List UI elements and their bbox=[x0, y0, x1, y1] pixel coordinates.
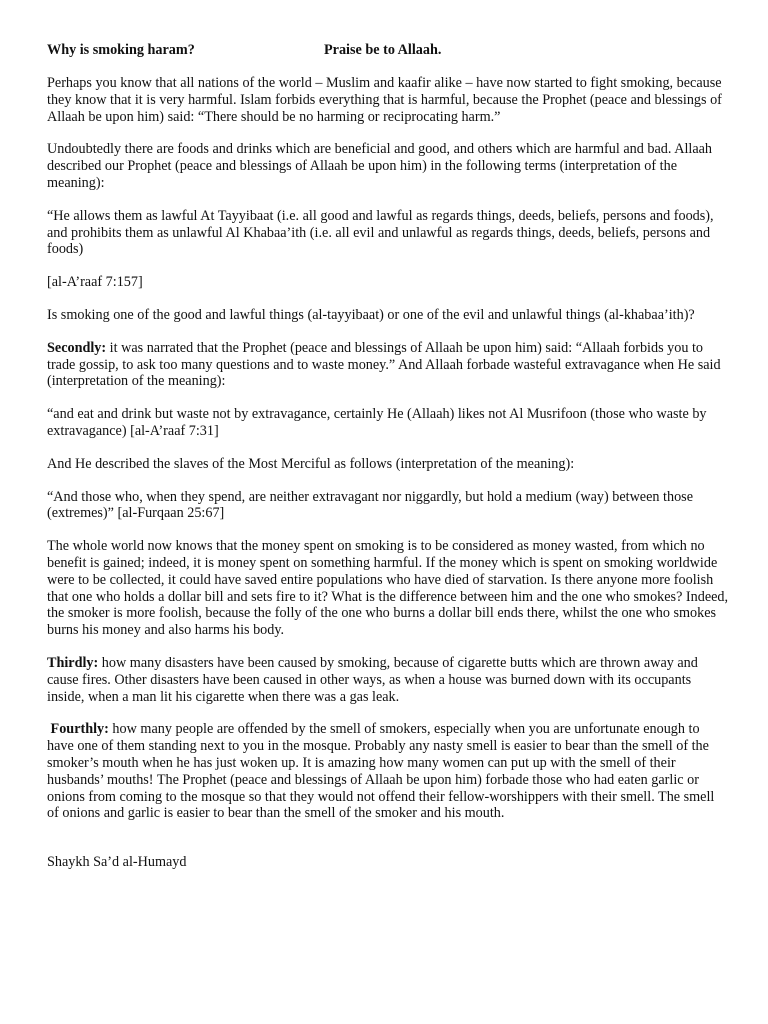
paragraph bbox=[47, 141, 729, 191]
author-signature: Shaykh Sa’d al-Humayd bbox=[47, 854, 187, 871]
paragraph-text: Perhaps you know that all nations of the world – Muslim and kaafir alike – have now started to fight smoking, because they know that it is very harmful. Islam forbids everything that is harmful, because the Prophet (peace and blessings of Allaah be upon him) said: “There should be no harming or reciprocating harm.” bbox=[47, 75, 722, 125]
paragraph bbox=[47, 307, 729, 324]
paragraph-lead: Secondly: bbox=[47, 339, 107, 356]
paragraph bbox=[47, 456, 729, 473]
document-title: Why is smoking haram? bbox=[47, 42, 195, 58]
paragraph-text: [al-A’raaf 7:157] bbox=[47, 274, 143, 291]
paragraph-text: how many disasters have been caused by smoking, because of cigarette butts which are thrown away and cause fires. Other disasters have been caused in other ways, as when a house was burned down with its occupants inside, when a man lit his cigarette when there was a gas leak. bbox=[47, 654, 698, 705]
paragraph-text: And He described the slaves of the Most Merciful as follows (interpretation of the meaning): bbox=[47, 455, 575, 472]
paragraph-lead: Thirdly: bbox=[47, 654, 99, 671]
quote-paragraph bbox=[47, 406, 729, 440]
paragraph-text: Is smoking one of the good and lawful things (al-tayyibaat) or one of the evil and unlawful things (al-khabaa’ith)? bbox=[47, 306, 695, 323]
paragraph-text: it was narrated that the Prophet (peace and blessings of Allaah be upon him) said: “Allaah forbids you to trade gossip, to ask too many questions and to waste money.” And Allaah forbade wasteful extravagance when He said (interpretation of the meaning): bbox=[47, 339, 721, 390]
document-page bbox=[47, 42, 729, 887]
quote-paragraph bbox=[47, 208, 729, 258]
paragraph-fourthly bbox=[47, 721, 729, 822]
paragraph bbox=[47, 538, 729, 639]
paragraph-text: Undoubtedly there are foods and drinks which are beneficial and good, and others which are harmful and bad. Allaah described our Prophet (peace and blessings of Allaah be upon him) in the following terms (interpretation of the meaning): bbox=[47, 141, 713, 191]
citation bbox=[47, 274, 729, 291]
paragraph-lead: Fourthly: bbox=[47, 721, 109, 738]
paragraph bbox=[47, 75, 729, 125]
paragraph-secondly bbox=[47, 340, 729, 390]
paragraph-text: how many people are offended by the smell of smokers, especially when you are unfortunate enough to have one of them standing next to you in the mosque. Probably any nasty smell is easier to bear than the smell of the smoker’s mouth when he has just woken up. It is amazing how many women can put up with the smell of their husbands’ mouths! The Prophet (peace and blessings of Allaah be upon him) forbade those who had eaten garlic or onions from coming to the mosque so that they would not offend their fellow-worshippers with their smell. The smell of onions and garlic is easier to bear than the smell of the smoker and his mouth. bbox=[47, 721, 715, 822]
heading-row bbox=[47, 42, 729, 59]
paragraph-text: “and eat and drink but waste not by extravagance, certainly He (Allaah) likes not Al Musrifoon (those who waste by extravagance) [al-A’raaf 7:31] bbox=[47, 406, 707, 439]
paragraph-text: “And those who, when they spend, are neither extravagant nor niggardly, but hold a medium (way) between those (extremes)” [al-Furqaan 25:67] bbox=[47, 488, 693, 522]
paragraph-thirdly bbox=[47, 655, 729, 705]
paragraph-text: “He allows them as lawful At Tayyibaat (i.e. all good and lawful as regards things, deeds, beliefs, persons and foods), and prohibits them as unlawful Al Khabaa’ith (i.e. all evil and unlawful as regards things, deeds, beliefs, persons and foods) bbox=[47, 207, 714, 258]
opening-praise: Praise be to Allaah. bbox=[324, 42, 442, 58]
paragraph-text: The whole world now knows that the money spent on smoking is to be considered as money wasted, from which no benefit is gained; indeed, it is money spent on something harmful. If the money which is spent on smoking worldwide were to be collected, it could have saved entire populations who have died of starvation. Is there anyone more foolish that one who holds a dollar bill and sets fire to it? What is the difference between him and the one who smokes? Indeed, the smoker is more foolish, because the folly of the one who burns a dollar bill ends there, whilst the one who smokes burns his money and also harms his body. bbox=[47, 538, 729, 639]
quote-paragraph bbox=[47, 489, 729, 523]
